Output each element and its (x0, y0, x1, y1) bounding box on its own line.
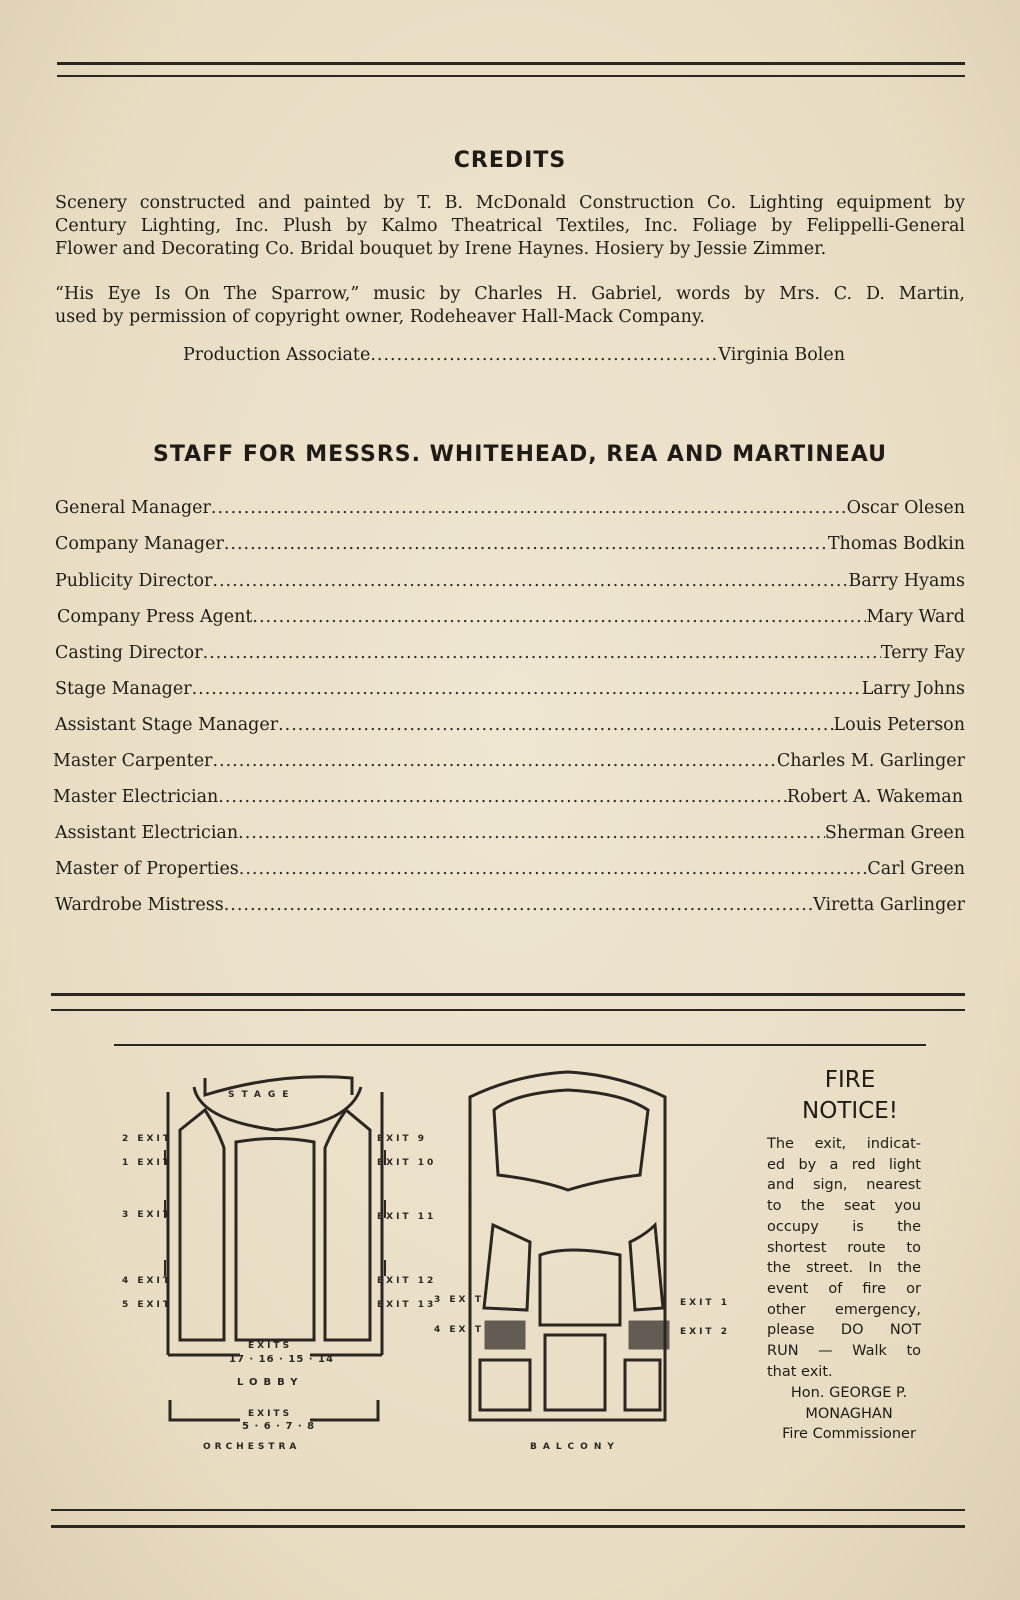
staff-name: Oscar Olesen (846, 498, 965, 518)
exit-label: EXIT (137, 1300, 172, 1310)
lobby-label: LOBBY (237, 1377, 304, 1388)
staff-role: Master of Properties (55, 859, 239, 879)
staff-name: Mary Ward (866, 607, 965, 627)
orchestra-right-exit: EXIT 12 (377, 1276, 437, 1286)
credits-heading: CREDITS (453, 148, 567, 173)
fire-line: to the seat you (767, 1198, 921, 1215)
orchestra-right-exit: EXIT 10 (377, 1158, 437, 1168)
balcony-left-exit: 3 EXIT (434, 1295, 484, 1305)
orchestra-left-exit (122, 1300, 172, 1310)
credits-line: “His Eye Is On The Sparrow,” music by Charles H. Gabriel, words by Mrs. C. D. Martin, (55, 284, 965, 304)
balcony-caption: BALCONY (530, 1442, 620, 1452)
orchestra-left-exit (122, 1276, 172, 1286)
fire-title-line: NOTICE! (802, 1098, 898, 1124)
balcony-right-exit: EXIT 1 (680, 1298, 730, 1308)
stage-label: STAGE (228, 1090, 296, 1100)
bottom-rule-2 (51, 1525, 965, 1528)
staff-name: Larry Johns (861, 679, 965, 699)
exit-label: EXIT (137, 1134, 172, 1144)
fire-line: please DO NOT (767, 1322, 921, 1339)
exit-number: 5 (122, 1300, 132, 1310)
fire-line: shortest route to (767, 1239, 921, 1256)
signatory-line: Hon. GEORGE P. (790, 1385, 908, 1401)
orchestra-right-exit: EXIT 13 (377, 1300, 437, 1310)
lobby-exits-label: EXITS (248, 1341, 293, 1351)
credits-line: Scenery constructed and painted by T. B. McDonald Construction Co. Lighting equipment by (55, 193, 965, 213)
staff-name: Terry Fay (880, 643, 965, 663)
staff-role: Company Press Agent (57, 607, 253, 627)
staff-role: Company Manager (55, 534, 224, 554)
credits-line: Flower and Decorating Co. Bridal bouquet by Irene Haynes. Hosiery by Jessie Zimmer. (55, 239, 827, 259)
staff-name: Thomas Bodkin (827, 534, 965, 554)
orchestra-left-exit (122, 1158, 172, 1168)
balcony-right-exit: EXIT 2 (680, 1327, 730, 1337)
signatory-title: Fire Commissioner (782, 1426, 916, 1443)
staff-role: Stage Manager (55, 679, 192, 699)
production-associate-role: Production Associate (183, 345, 371, 365)
exit-number: 3 (122, 1210, 132, 1220)
staff-role: Publicity Director (55, 571, 213, 591)
fire-line: other emergency, (767, 1301, 921, 1318)
fire-line: The exit, indicat- (767, 1136, 921, 1152)
signatory-line: MONAGHAN (805, 1405, 893, 1422)
fire-signatory (763, 1383, 935, 1445)
staff-role: Assistant Stage Manager (55, 715, 279, 735)
fire-line: event of fire or (767, 1280, 921, 1297)
staff-role: Master Carpenter (53, 751, 213, 771)
rear-exits-label: EXITS (248, 1409, 293, 1419)
staff-role: Wardrobe Mistress (55, 895, 224, 915)
staff-heading: STAFF FOR MESSRS. WHITEHEAD, REA AND MARTINEAU (152, 442, 887, 467)
fire-line: ed by a red light (767, 1156, 921, 1173)
exit-label: EXIT (137, 1158, 172, 1168)
production-associate-name: Virginia Bolen (718, 345, 845, 365)
staff-role: Casting Director (55, 643, 203, 663)
orchestra-left-exit (122, 1134, 172, 1144)
staff-name: Robert A. Wakeman (786, 787, 963, 807)
staff-name: Viretta Garlinger (813, 895, 965, 915)
fire-line: occupy is the (767, 1218, 921, 1235)
fire-line: RUN — Walk to (767, 1343, 921, 1360)
fire-line: the street. In the (767, 1260, 921, 1277)
credits-line: used by permission of copyright owner, Rodeheaver Hall-Mack Company. (55, 307, 705, 327)
rear-exit-numbers: 5 · 6 · 7 · 8 (242, 1421, 316, 1432)
fire-line: that exit. (767, 1363, 833, 1380)
exit-label: EXIT (137, 1210, 172, 1220)
staff-role: General Manager (55, 498, 211, 518)
staff-name: Sherman Green (824, 823, 965, 843)
fire-notice-body (767, 1134, 921, 1382)
lobby-exit-numbers: 17 · 16 · 15 · 14 (229, 1354, 334, 1365)
exit-number: 4 (122, 1276, 132, 1286)
staff-name: Barry Hyams (848, 571, 965, 591)
bottom-rule-1 (51, 1509, 965, 1511)
exit-number: 2 (122, 1134, 132, 1144)
balcony-left-exit: 4 EXIT (434, 1325, 484, 1335)
fire-notice-title (765, 1065, 935, 1127)
credits-line: Century Lighting, Inc. Plush by Kalmo Theatrical Textiles, Inc. Foliage by Felippelli-General (55, 216, 965, 236)
orchestra-left-exit (122, 1210, 172, 1220)
staff-name: Charles M. Garlinger (776, 751, 965, 771)
staff-role: Master Electrician (53, 787, 219, 807)
fire-line: and sign, nearest (767, 1177, 921, 1194)
staff-name: Louis Peterson (833, 715, 965, 735)
fire-title-line: FIRE (824, 1067, 876, 1093)
staff-role: Assistant Electrician (55, 823, 239, 843)
orchestra-right-exit: EXIT 9 (377, 1134, 427, 1144)
orchestra-right-exit: EXIT 11 (377, 1212, 437, 1222)
orchestra-caption: ORCHESTRA (203, 1442, 301, 1452)
exit-label: EXIT (137, 1276, 172, 1286)
exit-number: 1 (122, 1158, 132, 1168)
staff-name: Carl Green (867, 859, 965, 879)
